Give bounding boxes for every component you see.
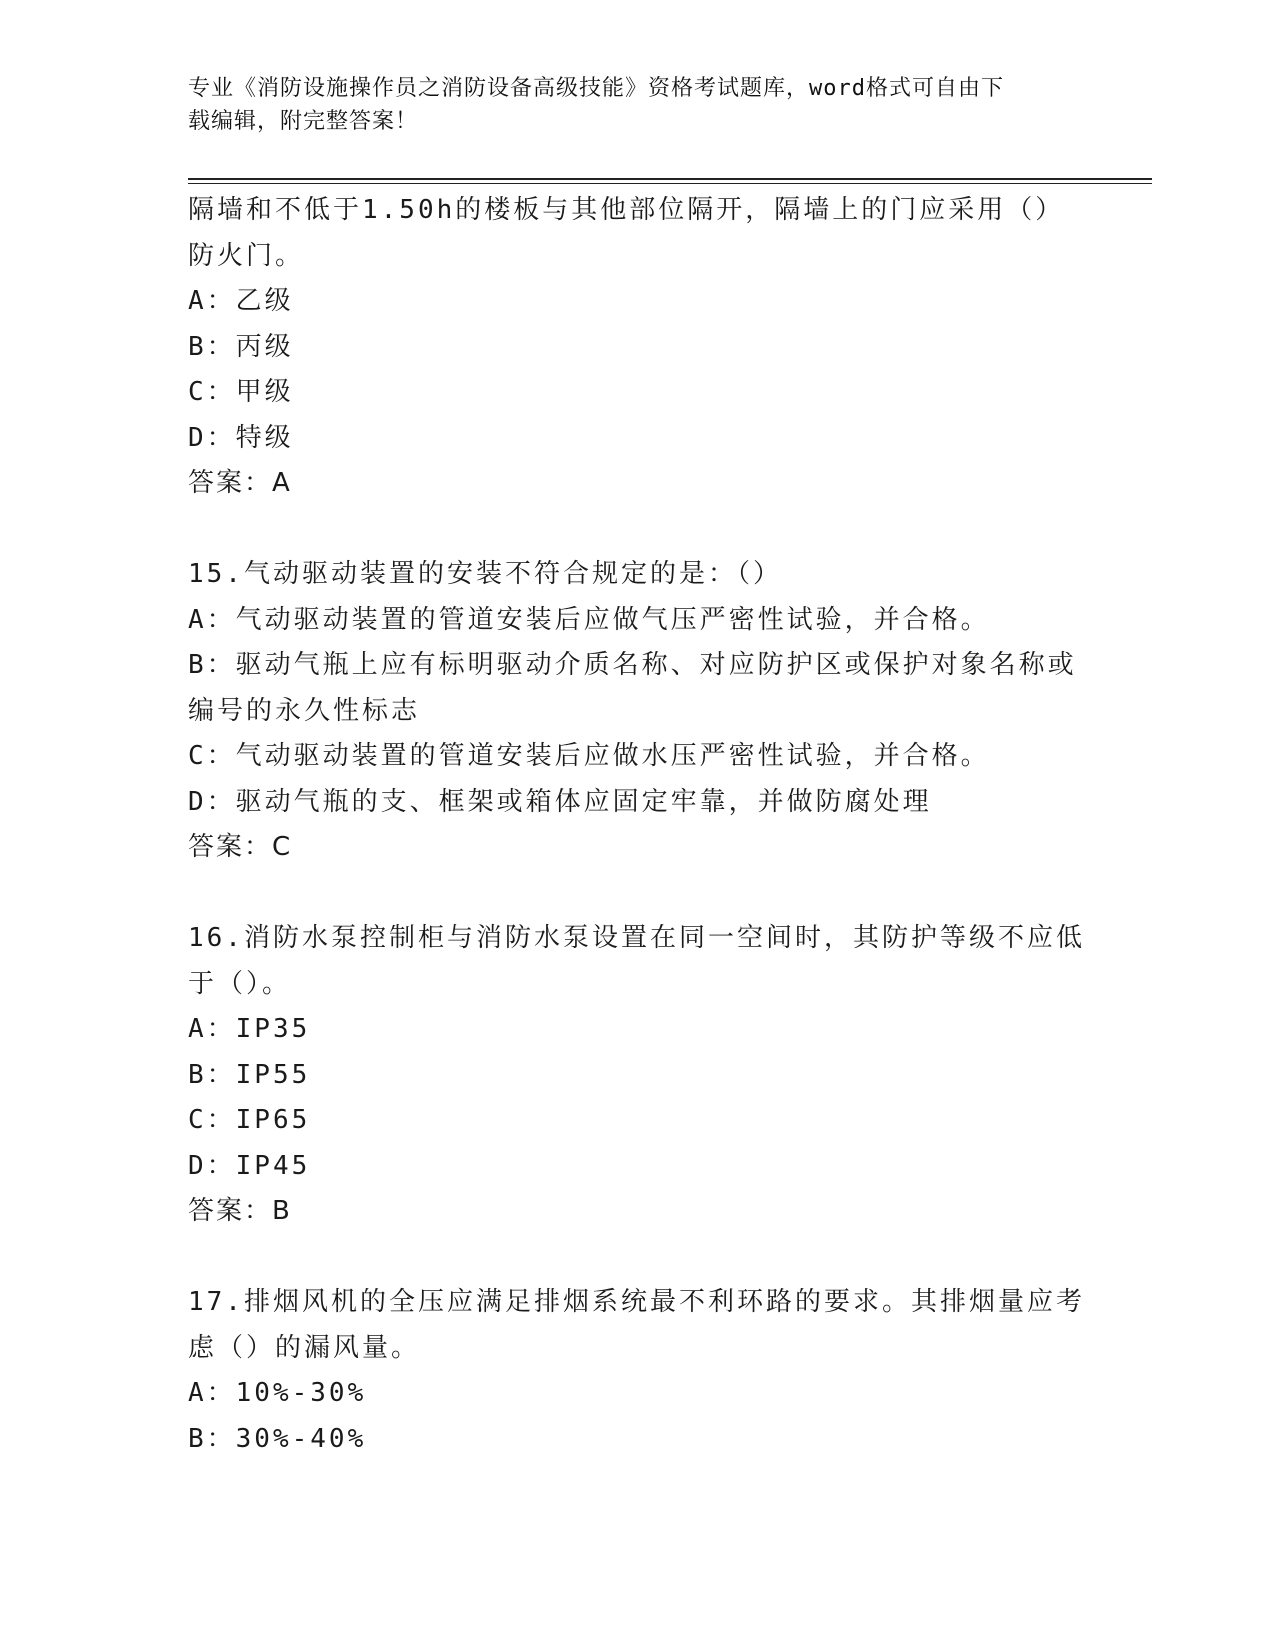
header-line-1: 专业《消防设施操作员之消防设备高级技能》资格考试题库，word格式可自由下 [188,76,1004,101]
question-list [188,188,1088,1462]
option-a: A：10%-30% [188,1378,367,1408]
option-b: B：驱动气瓶上应有标明驱动介质名称、对应防护区或保护对象名称或 [188,650,1077,680]
option-b-continued: 编号的永久性标志 [188,695,421,726]
question-14 [188,188,1088,507]
option-b: B：IP55 [188,1059,311,1090]
option-c: C：IP65 [188,1105,311,1135]
option-b: B：30%-40% [188,1423,367,1454]
option-d: D：特级 [188,422,294,453]
header-line-2: 载编辑，附完整答案！ [188,109,419,134]
question-stem: 17.排烟风机的全压应满足排烟系统最不利环路的要求。其排烟量应考 [188,1287,1085,1317]
question-stem: 于（）。 [188,968,292,999]
option-a: A：气动驱动装置的管道安装后应做气压严密性试验，并合格。 [188,604,990,635]
question-17 [188,1280,1088,1462]
option-a: A：IP35 [188,1014,311,1044]
answer-line: 答案：B [188,1196,292,1226]
question-stem: 防火门。 [188,240,305,271]
question-stem: 16.消防水泵控制柜与消防水泵设置在同一空间时，其防护等级不应低 [188,923,1085,953]
page-header [188,72,1088,138]
question-stem: 15.气动驱动装置的安装不符合规定的是：（） [188,559,782,589]
option-c: C：气动驱动装置的管道安装后应做水压严密性试验，并合格。 [188,741,990,771]
header-divider-thick [188,178,1152,180]
option-d: D：驱动气瓶的支、框架或箱体应固定牢靠，并做防腐处理 [188,786,932,817]
answer-line: 答案：C [188,832,293,862]
question-stem: 隔墙和不低于1.50h的楼板与其他部位隔开，隔墙上的门应采用（） [188,195,1065,225]
option-c: C：甲级 [188,377,294,407]
header-divider-thin [188,183,1152,184]
answer-line: 答案：A [188,468,292,498]
option-b: B：丙级 [188,331,294,362]
option-d: D：IP45 [188,1150,311,1181]
question-stem: 虑（）的漏风量。 [188,1332,421,1363]
question-16 [188,916,1088,1235]
question-15 [188,552,1088,871]
option-a: A：乙级 [188,286,294,316]
